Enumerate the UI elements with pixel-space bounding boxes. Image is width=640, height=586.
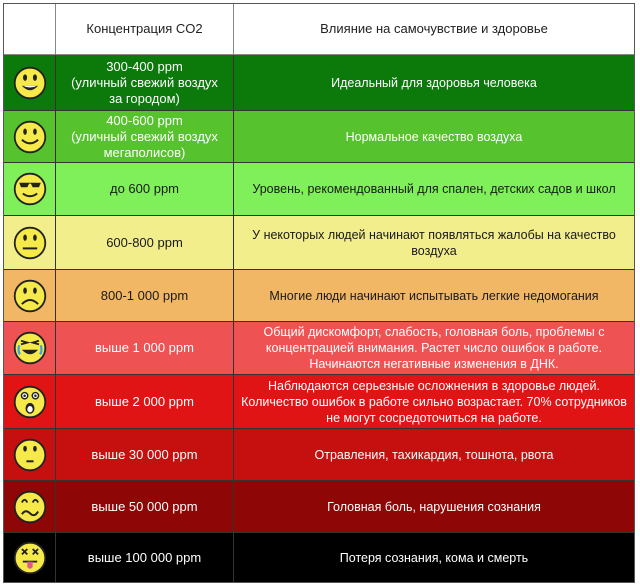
table-row xyxy=(4,481,634,533)
table-header xyxy=(4,4,634,55)
concentration-cell: 300-400 ppm (уличный свежий воздух за городом) xyxy=(56,55,234,110)
table-row xyxy=(4,270,634,322)
concentration-cell: 800-1 000 ppm xyxy=(56,270,234,321)
table-row xyxy=(4,429,634,481)
effect-cell: У некоторых людей начинают появляться жалобы на качество воздуха xyxy=(252,227,616,258)
effect-cell: Наблюдаются серьезные осложнения в здоровье людей. Количество ошибок в работе сильно возрастает. 70% сотрудников не могут сосредоточиться на работе. xyxy=(241,378,627,425)
face-cell xyxy=(4,216,56,269)
sick-face-icon xyxy=(12,437,48,473)
effect-cell: Потеря сознания, кома и смерть xyxy=(339,550,529,565)
face-cell xyxy=(4,270,56,321)
concentration-cell: выше 30 000 ppm xyxy=(56,429,234,480)
shocked-face-icon xyxy=(12,384,48,420)
effect-cell: Общий дискомфорт, слабость, головная боль, проблемы с концентрацией внимания. Растет число ошибок в работе. Начинаются негативные изменения в ДНК. xyxy=(263,325,605,371)
face-cell xyxy=(4,322,56,374)
concentration-cell: выше 1 000 ppm xyxy=(56,322,234,374)
face-cell xyxy=(4,163,56,215)
crying-face-icon xyxy=(12,330,48,366)
dizzy-face-icon xyxy=(12,489,48,525)
table-row xyxy=(4,111,634,163)
header-concentration: Концентрация CO2 xyxy=(56,4,234,54)
laughing-face-icon xyxy=(12,65,48,101)
face-cell xyxy=(4,481,56,532)
header-icon-cell xyxy=(4,4,56,54)
concentration-cell: 600-800 ppm xyxy=(56,216,234,269)
table-row xyxy=(4,55,634,111)
effect-cell: Уровень, рекомендованный для спален, детских садов и школ xyxy=(252,182,616,196)
concentration-cell: 400-600 ppm (уличный свежий воздух мегаполисов) xyxy=(56,111,234,162)
co2-table xyxy=(3,3,635,583)
effect-cell: Многие люди начинают испытывать легкие недомогания xyxy=(269,288,599,303)
table-row xyxy=(4,163,634,216)
effect-cell: Отравления, тахикардия, тошнота, рвота xyxy=(314,447,554,462)
face-cell xyxy=(4,55,56,110)
effect-cell: Нормальное качество воздуха xyxy=(345,129,523,144)
concentration-cell: выше 100 000 ppm xyxy=(56,533,234,582)
concentration-cell: выше 2 000 ppm xyxy=(56,375,234,428)
effect-cell: Идеальный для здоровья человека xyxy=(331,75,537,90)
sunglasses-face-icon xyxy=(12,171,48,207)
table-row xyxy=(4,375,634,429)
effect-cell: Головная боль, нарушения сознания xyxy=(327,499,541,514)
table-row xyxy=(4,216,634,270)
concentration-cell: выше 50 000 ppm xyxy=(56,481,234,532)
concentration-cell: до 600 ppm xyxy=(56,163,234,215)
face-cell xyxy=(4,111,56,162)
dead-face-icon xyxy=(12,540,48,576)
header-effect: Влияние на самочувствие и здоровье xyxy=(234,4,634,54)
neutral-face-icon xyxy=(12,225,48,261)
face-cell xyxy=(4,375,56,428)
face-cell xyxy=(4,429,56,480)
table-row xyxy=(4,322,634,375)
face-cell xyxy=(4,533,56,582)
sad-face-icon xyxy=(12,278,48,314)
table-row xyxy=(4,533,634,582)
smiling-face-icon xyxy=(12,119,48,155)
